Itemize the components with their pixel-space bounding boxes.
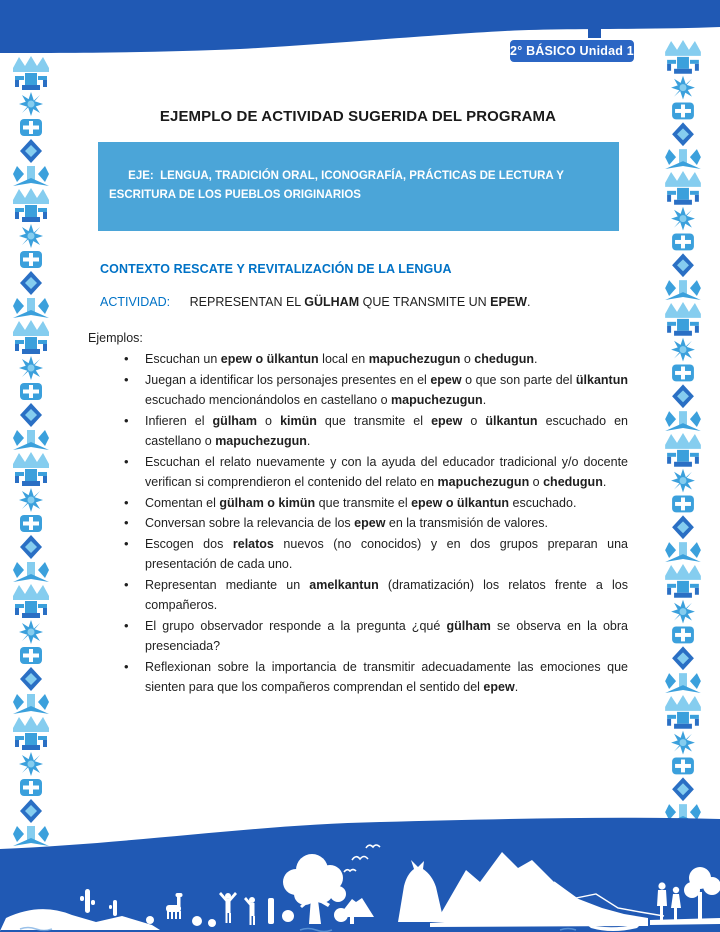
example-item: • Reflexionan sobre la importancia de transmitir adecuadamente las emociones que sienten para que los compañeros comprendan el sentido del epew. [88, 657, 628, 698]
example-item: • Infieren el gülham o kimün que transmite el epew o ülkantun escuchado en castellano o mapuchezugun. [88, 411, 628, 452]
eje-heading-box [98, 142, 619, 231]
ejemplos-label: Ejemplos: [88, 331, 143, 345]
example-item: • Escuchan el relato nuevamente y con la ayuda del educador tradicional y/o docente verifican si comprendieron el contenido del relato en mapuchezugun o chedugun. [88, 452, 628, 493]
page-title: EJEMPLO DE ACTIVIDAD SUGERIDA DEL PROGRAMA [159, 108, 557, 125]
unit-badge [508, 38, 636, 64]
content-column [88, 100, 628, 698]
actividad-label: ACTIVIDAD: [100, 295, 171, 309]
example-item: • Conversan sobre la relevancia de los epew en la transmisión de valores. [88, 513, 628, 534]
actividad-text: REPRESENTAN EL GÜLHAM QUE TRANSMITE UN EPEW. [189, 295, 531, 309]
examples-list [88, 349, 628, 698]
actividad-row [100, 295, 628, 309]
contexto-heading: CONTEXTO RESCATE Y REVITALIZACIÓN DE LA LENGUA [100, 262, 452, 276]
example-item: • El grupo observador responde a la pregunta ¿qué gülham se observa en la obra presenciada? [88, 616, 628, 657]
landscape-silhouette-footer [0, 812, 720, 932]
example-item: • Juegan a identificar los personajes presentes en el epew o que son parte del ülkantun escuchado mencionándolos en castellano o mapuchezugun. [88, 370, 628, 411]
mapuche-pattern-border-right-icon [664, 40, 702, 824]
example-item: • Escogen dos relatos nuevos (no conocidos) y en dos grupos preparan una presentación de cada uno. [88, 534, 628, 575]
example-item: • Representan mediante un amelkantun (dramatización) los relatos frente a los compañeros. [88, 575, 628, 616]
unit-badge-label: 2° BÁSICO Unidad 1 [510, 44, 634, 58]
mapuche-pattern-border-left-icon [12, 56, 50, 846]
eje-heading-label: EJE: LENGUA, TRADICIÓN ORAL, ICONOGRAFÍA, PRÁCTICAS DE LECTURA Y ESCRITURA DE LOS PUEBLOS ORIGINARIOS [109, 170, 567, 201]
example-item: • Escuchan un epew o ülkantun local en mapuchezugun o chedugun. [88, 349, 628, 370]
example-item: • Comentan el gülham o kimün que transmite el epew o ülkantun escuchado. [88, 493, 628, 514]
